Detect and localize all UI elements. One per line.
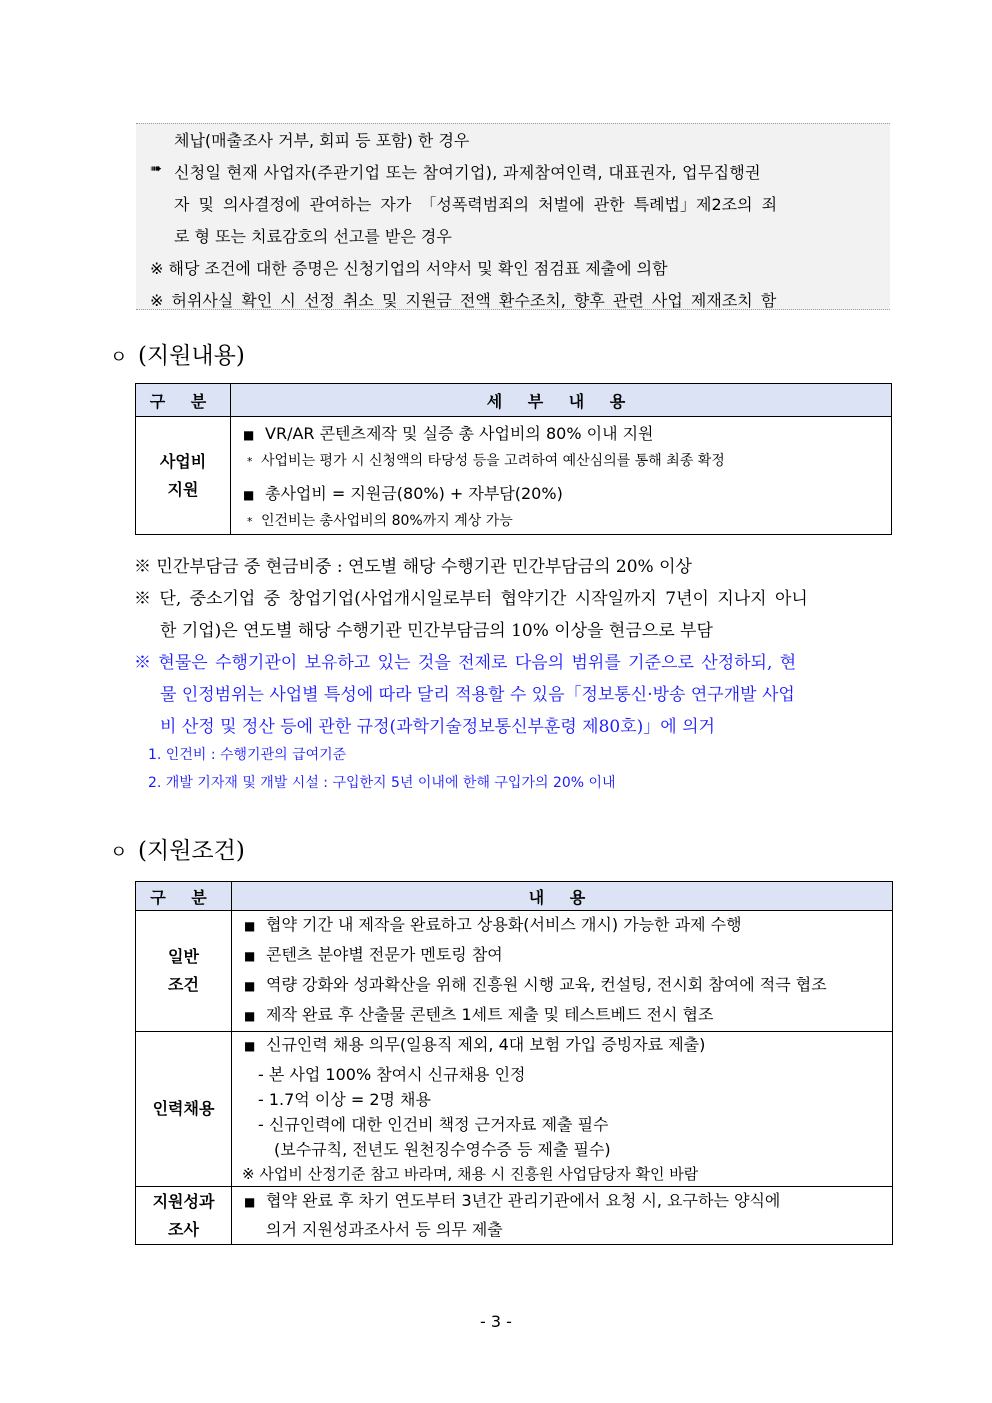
- list-item: ■ 콘텐츠 분야별 전문가 멘토링 참여: [244, 941, 892, 971]
- note-startup-2: 한 기업)은 연도별 해당 수행기관 민간부담금의 10% 이상을 현금으로 부담: [160, 621, 713, 641]
- list-item: ■ 협약 완료 후 차기 연도부터 3년간 관리기관에서 요청 시, 요구하는 양식에: [244, 1187, 892, 1216]
- circle-bullet-icon: ㅇ: [110, 347, 128, 368]
- square-bullet-icon: ■: [244, 1195, 256, 1209]
- box-line-4: 로 형 또는 치료감호의 선고를 받은 경우: [174, 227, 452, 246]
- box-line-2: 신청일 현재 사업자(주관기업 또는 참여기업), 과제참여인력, 대표권자, 업무집행권: [174, 163, 761, 182]
- list-item: ■ 협약 기간 내 제작을 완료하고 상용화(서비스 개시) 가능한 과제 수행: [244, 911, 892, 941]
- asterisk-icon: *: [247, 515, 253, 528]
- sub-item: - 1.7억 이상 = 2명 채용: [258, 1090, 431, 1109]
- support-content-table: [135, 383, 892, 535]
- box-line-3: 자 및 의사결정에 관여하는 자가 「성폭력범죄의 처벌에 관한 특례법」제2조의 죄: [174, 195, 778, 214]
- page-number: - 3 -: [480, 1312, 512, 1331]
- note-inkind-5: 2. 개발 기자재 및 개발 시설 : 구입한지 5년 이내에 한해 구입가의 20% 이내: [148, 775, 616, 791]
- row-label-general-conditions: 일반 조건: [136, 911, 232, 1032]
- row-detail-budget-support: [231, 417, 892, 535]
- table-header-detail: 세 부 내 용: [231, 384, 892, 417]
- note-startup-1: ※ 단, 중소기업 중 창업기업(사업개시일로부터 협약기간 시작일까지 7년이 지나지 아니: [134, 589, 808, 609]
- sub-item: - 본 사업 100% 참여시 신규채용 인정: [258, 1065, 526, 1084]
- sub-item: (보수규칙, 전년도 원천징수영수증 등 제출 필수): [274, 1140, 611, 1159]
- square-bullet-icon: ■: [244, 919, 256, 933]
- list-item: ■ 역량 강화와 성과확산을 위해 진흥원 시행 교육, 컨설팅, 전시회 참여에 적극 협조: [244, 971, 892, 1001]
- list-item: * 인건비는 총사업비의 80%까지 계상 가능: [243, 511, 891, 533]
- list-item: ■ 제작 완료 후 산출물 콘텐츠 1세트 제출 및 테스트베드 전시 협조: [244, 1001, 892, 1031]
- circle-bullet-icon: ㅇ: [110, 842, 128, 863]
- arrow-icon: ➠: [150, 161, 162, 177]
- hiring-note: ※ 사업비 산정기준 참고 바라며, 채용 시 진흥원 사업담당자 확인 바람: [242, 1165, 699, 1183]
- support-conditions-table: [135, 881, 893, 1245]
- note-inkind-1: ※ 현물은 수행기관이 보유하고 있는 것을 전제로 다음의 범위를 기준으로 산정하되, 현: [134, 653, 797, 673]
- row-detail-general-conditions: [232, 911, 893, 1032]
- note-cash-ratio: ※ 민간부담금 중 현금비중 : 연도별 해당 수행기관 민간부담금의 20% 이상: [134, 557, 692, 577]
- list-item: ■ VR/AR 콘텐츠제작 및 실증 총 사업비의 80% 이내 지원: [243, 421, 891, 451]
- table-header-category: 구 분: [136, 384, 231, 417]
- sub-item: - 신규인력에 대한 인건비 책정 근거자료 제출 필수: [258, 1115, 609, 1134]
- square-bullet-icon: ■: [244, 1009, 256, 1023]
- section-heading-support-content: [110, 337, 245, 370]
- list-item: * 사업비는 평가 시 신청액의 타당성 등을 고려하여 예산심의를 통해 최종 확정: [243, 451, 891, 481]
- square-bullet-icon: ■: [243, 428, 255, 442]
- section-title: (지원내용): [138, 343, 245, 369]
- box-line-6: ※ 허위사실 확인 시 선정 취소 및 지원금 전액 환수조치, 향후 관련 사업 제재조치 함: [150, 291, 777, 310]
- row-label-performance-survey: 지원성과 조사: [136, 1187, 232, 1245]
- row-detail-performance-survey: [232, 1187, 893, 1245]
- list-item: ■ 신규인력 채용 의무(일용직 제외, 4대 보험 가입 증빙자료 제출): [244, 1032, 892, 1062]
- box-line-1: 체납(매출조사 거부, 회피 등 포함) 한 경우: [174, 131, 470, 150]
- row-label-hiring: 인력채용: [136, 1032, 232, 1187]
- table-header-category: 구 분: [136, 882, 232, 911]
- table-header-content: 내 용: [232, 882, 893, 911]
- box-line-5: ※ 해당 조건에 대한 증명은 신청기업의 서약서 및 확인 점검표 제출에 의함: [150, 259, 668, 278]
- note-inkind-4: 1. 인건비 : 수행기관의 급여기준: [148, 747, 347, 763]
- section-heading-support-conditions: [110, 832, 245, 865]
- note-inkind-2: 물 인정범위는 사업별 특성에 따라 달리 적용할 수 있음「정보통신·방송 연구개발 사업: [160, 685, 795, 705]
- note-inkind-3: 비 산정 및 정산 등에 관한 규정(과학기술정보통신부훈령 제80호)」에 의거: [160, 717, 715, 737]
- square-bullet-icon: ■: [244, 979, 256, 993]
- list-item-continued: 의거 지원성과조사서 등 의무 제출: [266, 1220, 503, 1239]
- square-bullet-icon: ■: [244, 949, 256, 963]
- row-detail-hiring: [232, 1032, 893, 1187]
- row-label-budget-support: 사업비 지원: [136, 417, 231, 535]
- square-bullet-icon: ■: [243, 488, 255, 502]
- list-item: ■ 총사업비 = 지원금(80%) + 자부담(20%): [243, 481, 891, 511]
- asterisk-icon: *: [247, 455, 253, 468]
- disqualification-box: [136, 123, 890, 310]
- section-title: (지원조건): [138, 838, 245, 864]
- square-bullet-icon: ■: [244, 1039, 256, 1053]
